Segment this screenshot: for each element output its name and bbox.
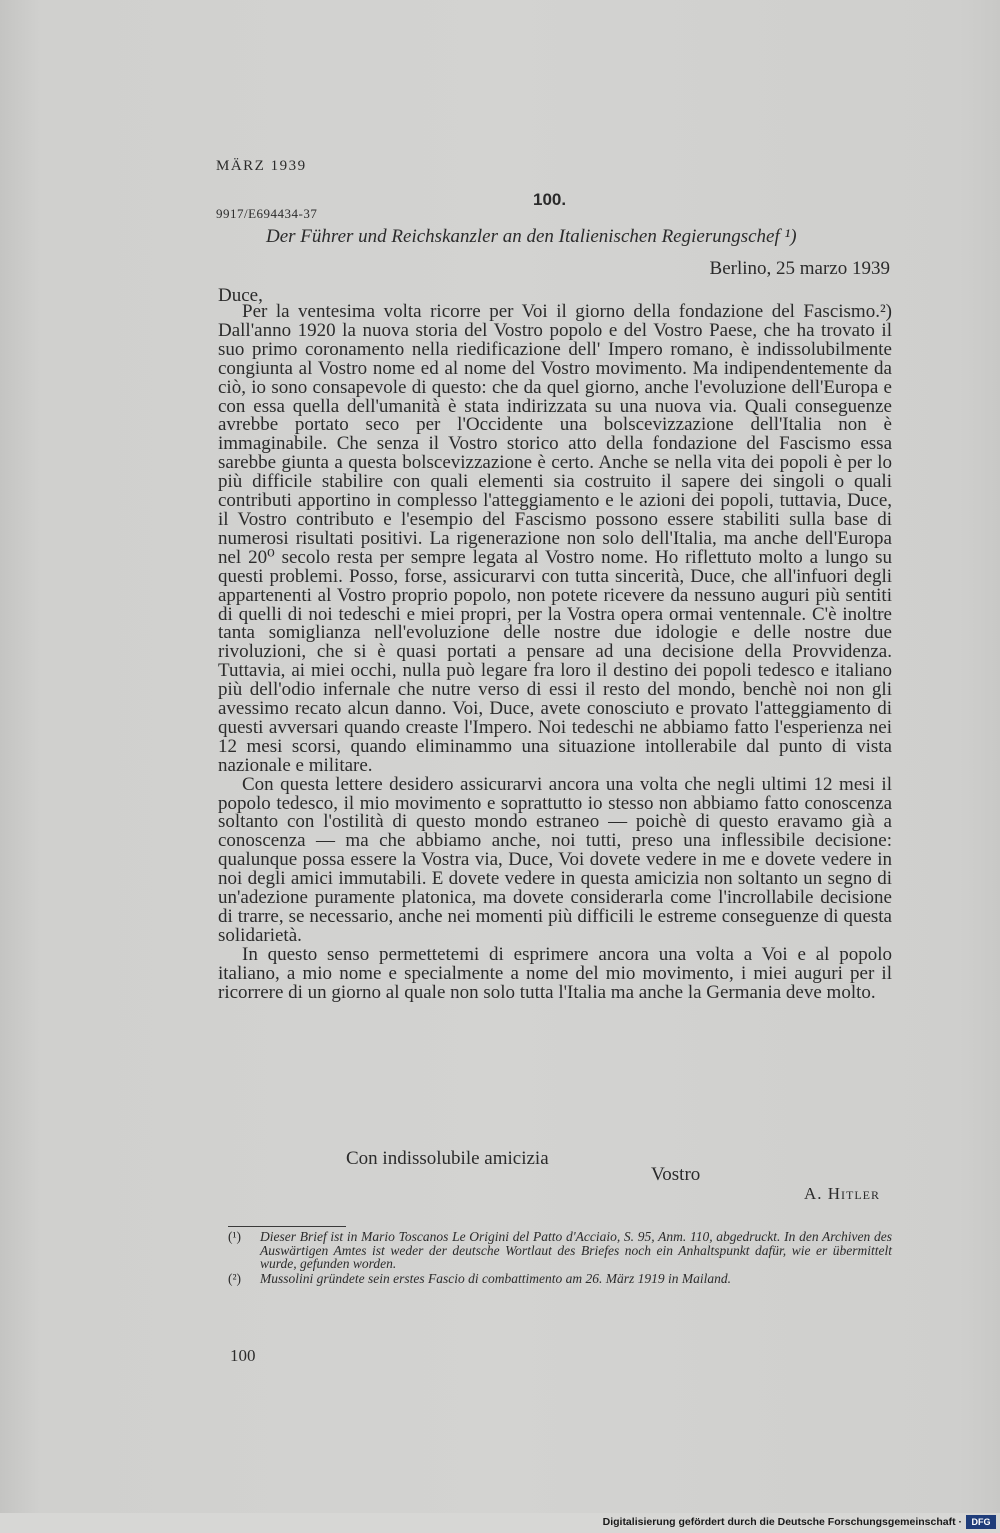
place-date: Berlino, 25 marzo 1939 — [709, 258, 890, 279]
paragraph: Per la ventesima volta ricorre per Voi il giorno della fondazione del Fascismo.²) Dall'anno 1920 la nuova storia del Vostro popolo e del Vostro Paese, che ha trovato il suo primo coronamento nella riedificazione dell' Impero romano, è indissolubilmente congiunta al Vostro nome ed al nome del Vostro movimento. Ma indipendentemente da ciò, io sono consapevole di questo: che da quel giorno, anche l'evoluzione dell'Europa e con essa quella dell'umanità è stata indirizzata su una nuova via. Quali conseguenze avrebbe portato seco per l'Occidente una bolscevizzazione dell'Italia non è immaginabile. Che senza il Vostro storico atto della fondazione del Fascismo essa sarebbe giunta a questa bolscevizzazione è certo. Anche se nella vita dei popoli è per lo più difficile stabilire con quali elementi sia costruito il sapere dei singoli o quali contributi apportino in complesso l'atteggiamento e le azioni dei popoli, tuttavia, Duce, il Vostro contributo e l'esempio del Fascismo possono essere stabiliti sulla base di numerosi risultati positivi. La rigenerazione non solo dell'Italia, ma anche dell'Europa nel 20⁰ secolo resta per sempre legata al Vostro nome. Ho riflettuto molto a lungo su questi problemi. Posso, forse, assicurarvi con tutta sincerità, Duce, che all'infuori degli appartenenti al Vostro proprio popolo, non potete ricevere da nessuno auguri più sentiti di quelli di noi tedeschi e miei propri, per la Vostra opera ormai ventennale. C'è inoltre tanta somiglianza nell'evoluzione delle nostre due idologie e delle nostre due rivoluzioni, che si è quasi portati a pensare ad una decisione della Provvidenza. Tuttavia, ai miei occhi, nulla può legare fra loro il destino dei popoli tedesco e italiano più dell'odio infernale che nutre verso di essi il resto del mondo, benchè noi non gli avessimo recato alcun danno. Voi, Duce, avete conosciuto e provato l'atteggiamento di questi avversari quando creaste l'Impero. Noi tedeschi ne abbiamo fatto l'esperienza nei 12 mesi scorsi, quando eliminammo una situazione intollerabile dal punto di vista nazionale e militare. — [218, 301, 892, 776]
footnote-divider — [228, 1226, 346, 1227]
dfg-logo-icon: DFG — [966, 1515, 996, 1529]
paragraph: Con questa lettere desidero assicurarvi ancora una volta che negli ultimi 12 mesi il popolo tedesco, il mio movimento e soprattutto io stesso non abbiamo fatto conoscenza soltanto con l'ostilità di questo mondo estraneo — poichè di questo eravamo già a conoscenza — ma che abbiamo anche, noi tutti, preso una inflessibile decisione: qualunque possa essere la Vostra via, Duce, Voi dovete vedere in me e dovete vedere in noi degli amici immutabili. E dovete vedere in questa amicizia non soltanto un segno di un'adezione puramente platonica, ma dovete considerarla come l'incrollabile decisione di trarre, se necessario, anche nei momenti più difficili le estreme conseguenze di questa solidarietà. — [218, 773, 892, 946]
closing-vostro: Vostro — [651, 1164, 701, 1185]
paragraph: In questo senso permettetemi di esprimere ancora una volta a Voi e al popolo italiano, a mio nome e specialmente a nome del mio movimento, i miei auguri per il ricorrere di un giorno al quale non solo tutta l'Italia ma anche la Germania deve molto. — [218, 943, 892, 1003]
film-reference: 9917/E694434-37 — [216, 206, 318, 221]
salutation: Duce, — [218, 285, 263, 306]
funding-note: Digitalisierung gefördert durch die Deutsche Forschungsgemeinschaft · — [602, 1516, 962, 1528]
footnote-text: Dieser Brief ist in Mario Toscanos Le Origini del Patto d'Acciaio, S. 95, Anm. 110, abgedruckt. In den Archiven des Auswärtigen Amtes ist weder der deutsche Wortlaut des Briefes noch ein Anhaltspunkt dafür, wie er übermittelt wurde, gefunden worden. — [260, 1229, 892, 1271]
signature: A. Hitler — [803, 1184, 880, 1203]
running-head: MÄRZ 1939 — [216, 158, 307, 174]
document-heading: Der Führer und Reichskanzler an den Italienischen Regierungschef ¹) — [266, 226, 797, 247]
footnotes — [228, 1230, 892, 1286]
footnote-mark: (¹) — [228, 1229, 242, 1244]
footnote-text: Mussolini gründete sein erstes Fascio di combattimento am 26. März 1919 in Mailand. — [260, 1270, 731, 1286]
page-number: 100 — [230, 1346, 256, 1365]
document-number: 100. — [533, 190, 567, 209]
closing-formula: Con indissolubile amicizia — [346, 1148, 549, 1169]
footnote-2 — [228, 1272, 892, 1286]
footnote-1 — [228, 1230, 892, 1271]
letter-body — [218, 303, 892, 1003]
footnote-mark: (²) — [228, 1270, 242, 1286]
